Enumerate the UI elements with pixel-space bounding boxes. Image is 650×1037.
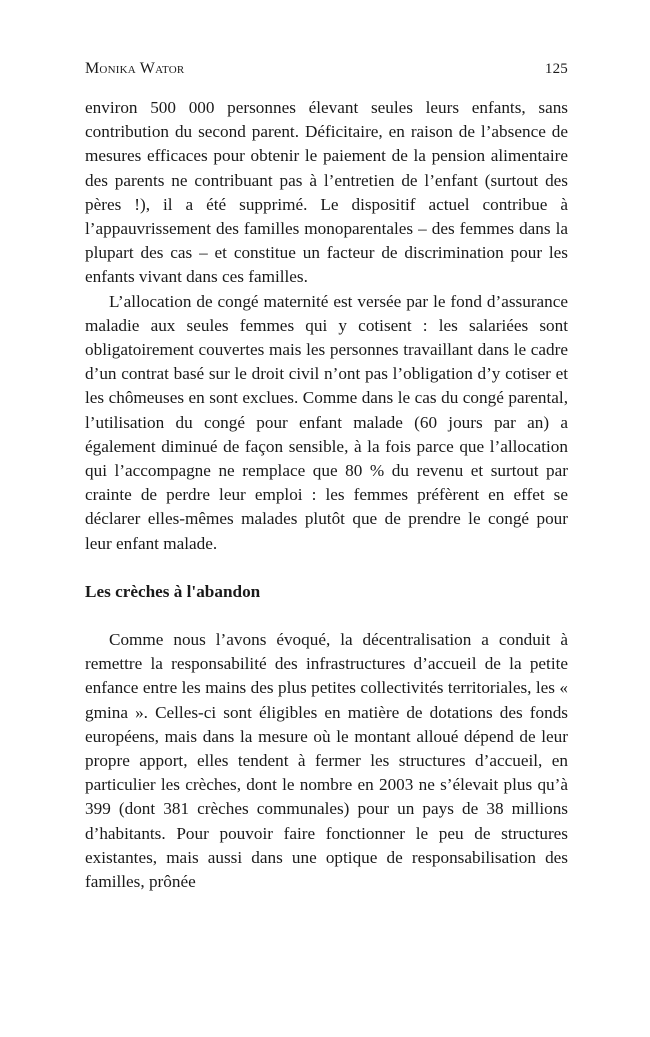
paragraph-creches: Comme nous l’avons évoqué, la décentralisation a conduit à remettre la responsabilité des infrastructures d’accueil de la petite enfance entre les mains des plus petites collectivités territoriales, les « gmina ». Celles-ci sont éligibles en matière de dotations des fonds européens, mais dans la mesure où le montant alloué dépend de leur propre apport, elles tendent à fermer les structures d’accueil, en particulier les crèches, dont le nombre en 2003 ne s’élevait plus qu’à 399 (dont 381 crèches communales) pour un pays de 38 millions d’habitants. Pour pouvoir faire fonctionner le peu de structures existantes, mais aussi dans une optique de responsabilisation des familles, prônée <box>85 630 568 892</box>
book-page <box>85 60 568 894</box>
body-text <box>85 96 568 894</box>
running-head-author: Monika Wator <box>85 60 185 77</box>
paragraph-continued: environ 500 000 personnes élevant seules leurs enfants, sans contribution du second parent. Déficitaire, en raison de l’absence de mesures efficaces pour obtenir le paiement de la pension alimentaire des parents ne contribuant pas à l’entretien de l’enfant (surtout des pères !), il a été supprimé. Le dispositif actuel contribue à l’appauvrissement des familles monoparentales – des femmes dans la plupart des cas – et constitue un facteur de discrimination pour les enfants vivant dans ces familles. <box>85 98 568 287</box>
paragraph-maternity-allowance: L’allocation de congé maternité est versée par le fond d’assurance maladie aux seules femmes qui y cotisent : les salariées sont obligatoirement couvertes mais les personnes travaillant dans le cadre d’un contrat basé sur le droit civil n’ont pas l’obligation d’y cotiser et les chômeuses en sont exclues. Comme dans le cas du congé parental, l’utilisation du congé pour enfant malade (60 jours par an) a également diminué de façon sensible, à la fois parce que l’allocation qui l’accompagne ne remplace que 80 % du revenu et surtout par crainte de perdre leur emploi : les femmes préfèrent en effet se déclarer elles-mêmes malades plutôt que de prendre le congé pour leur enfant malade. <box>85 291 568 553</box>
running-head <box>85 60 568 78</box>
section-heading: Les crèches à l'abandon <box>85 581 261 601</box>
page-number: 125 <box>544 61 568 77</box>
